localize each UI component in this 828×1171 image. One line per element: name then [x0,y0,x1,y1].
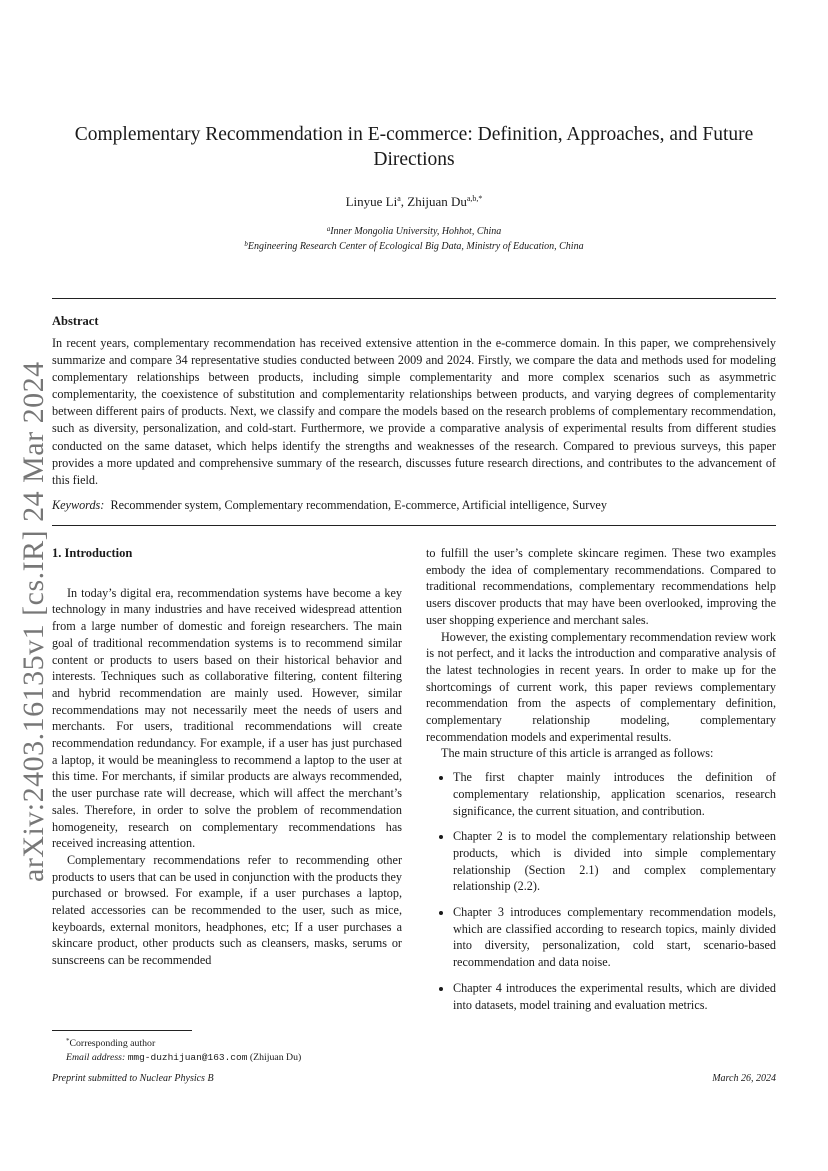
email-address[interactable]: mmg-duzhijuan@163.com [127,1052,248,1063]
list-item: • Chapter 2 is to model the complementary relationship between products, which is divided into simple complementary relationship (Section 2.1) and complex complementary relationship (2.2). [453,828,776,895]
affiliations [52,223,776,253]
author-mark: a [397,194,401,203]
corresponding-author-note: Corresponding author [69,1038,156,1049]
affiliation-a: $^a$Inner Mongolia University, Hohhot, China [326,225,502,237]
paper-title: Complementary Recommendation in E-commerce: Definition, Approaches, and Future Directions [74,124,754,170]
list-item: • Chapter 4 introduces the experimental results, which are divided into datasets, model training and evaluation metrics. [453,980,776,1013]
divider [52,525,776,526]
footnote [52,1034,412,1065]
paragraph: to fulfill the user’s complete skincare regimen. These two examples embody the idea of complementary recommendations. Compared to traditional recommendations, complementary recommendations help users discover products that may have been overlooked, improving the user shopping experience and merchant sales. [426,546,776,627]
abstract-text: In recent years, complementary recommendation has received extensive attention in the e-commerce domain. In this paper, we comprehensively summarize and compare 34 representative studies conducted between 2009 and 2024. Firstly, we compare the data and methods used for modeling complementary relationships between products, including simple complementarity and more complex scenarios such as asymmetric complementarity, the coexistence of substitution and complementarity relationships between products, and varying degrees of complementarity between different pairs of products. Next, we classify and compare the models based on the research problems of complementary recommendation, such as diversity, personalization, and cold-start. Furthermore, we provide a comparative analysis of experimental results from different studies conducted on the same dataset, which helps identify the strengths and weaknesses of the research. Compared to previous surveys, this paper provides a more updated and comprehensive summary of the research, discusses future research directions, and contributes to the advancement of this field. [52,336,776,487]
footnote-rule [52,1030,192,1031]
author-mark: a,b,* [466,194,483,203]
left-column [52,545,402,969]
email-label: Email address: [66,1052,126,1063]
right-column [426,545,776,1022]
footnote-mark: * [66,1037,70,1045]
keywords-label: Keywords: [52,498,105,512]
journal-footer: Preprint submitted to Nuclear Physics B [52,1073,214,1084]
keywords-text: Recommender system, Complementary recommendation, E-commerce, Artificial intelligence, Survey [110,498,607,512]
date-footer: March 26, 2024 [712,1073,776,1084]
list-item: • The first chapter mainly introduces the definition of complementary relationship, application scenarios, research significance, the current situation, and contribution. [453,769,776,819]
keywords [52,498,776,513]
list-item: • Chapter 3 introduces complementary recommendation models, which are classified according to research topics, mainly divided into diversity, personalization, cold start, scenario-based recommendation and data noise. [453,904,776,971]
section-heading: 1. Introduction [52,546,133,560]
abstract-heading: Abstract [52,314,99,328]
author-name: Zhijuan Du [407,194,467,209]
affiliation-b: $^b$Engineering Research Center of Ecological Big Data, Ministry of Education, China [244,240,584,252]
paragraph: Complementary recommendations refer to recommending other products to users that can be used in conjunction with the products they purchased or browsed. For example, if a user purchases a laptop, related accessories can be recommended to the user, such as mice, keyboards, external monitors, headphones, etc; If a user purchases a skincare product, other products such as cleansers, masks, serums or sunscreens can be recommended [52,852,402,968]
author-line: Linyue Li$^a$, Zhijuan $Du^{a,b,*}$ [345,194,483,209]
email-owner: (Zhijuan Du) [249,1052,302,1063]
paragraph: The main structure of this article is arranged as follows: [441,746,714,761]
structure-list [426,769,776,1013]
paragraph: However, the existing complementary recommendation review work is not perfect, and it lacks the introduction and comparative analysis of the latest technologies in recent years. In order to make up for the shortcomings of current work, this paper reviews complementary recommendation from the aspects of complementary definition, complementary relationship modeling, complementary recommendation models and experimental results. [426,629,776,744]
author-name: Linyue Li [345,194,398,209]
divider [52,298,776,299]
arxiv-identifier-stamp: arXiv:2403.16135v1 [cs.IR] 24 Mar 2024 [17,361,50,882]
paragraph: In today’s digital era, recommendation systems have become a key technology in many industries and have received widespread attention from a large number of domestic and foreign researchers. The main goal of traditional recommendation systems is to recommend similar content or products to users based on their historical behavior and interests. Techniques such as collaborative filtering, content filtering and hybrid recommendation are mainly used. However, similar recommendations may not necessarily meet the needs of users and merchants. For users, traditional recommendations will create recommendation redundancy. For example, if a user has just purchased a laptop, it would be meaningless to recommend a laptop to the user at this time. For merchants, if similar products are always recommended, the user purchase rate will decrease, which will affect the merchant’s sales. Therefore, in order to solve the problem of recommendation homogeneity, research on complementary recommendations has received increasing attention. [52,585,402,851]
